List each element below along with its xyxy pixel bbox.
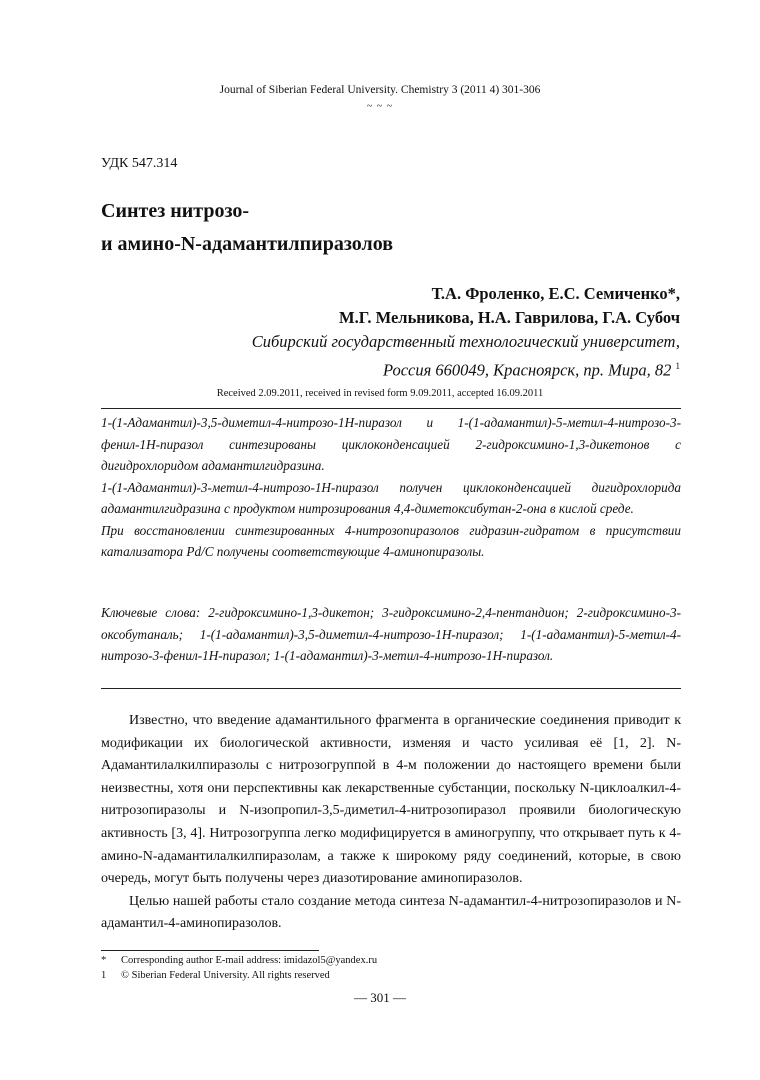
abstract-paragraph: 1-(1-Адамантил)-3-метил-4-нитрозо-1Н-пиразол получен циклоконденсацией дигидрохлорида адамантилгидразина с продуктом нитрозирования 4,4-диметоксибутан-2-она в кислой среде. bbox=[101, 479, 681, 516]
abstract-top-rule bbox=[101, 408, 681, 409]
footnote-corresponding bbox=[101, 953, 377, 968]
keywords: Ключевые слова: 2-гидроксимино-1,3-дикетон; 3-гидроксимино-2,4-пентандион; 2-гидроксимино-3-оксобутаналь; 1-(1-адамантил)-3,5-диметил-4-нитрозо-1Н-пиразол; 1-(1-адамантил)-5-метил-4-нитрозо-3-фенил-1Н-пиразол; 1-(1-адамантил)-3-метил-4-нитрозо-1Н-пиразол. bbox=[101, 605, 681, 663]
journal-header: Journal of Siberian Federal University. Chemistry 3 (2011 4) 301-306 bbox=[219, 84, 541, 96]
received-dates: Received 2.09.2011, received in revised form 9.09.2011, accepted 16.09.2011 bbox=[216, 388, 544, 399]
authors-line-1: Т.А. Фроленко, Е.С. Семиченко*, bbox=[431, 284, 680, 303]
abstract-paragraph: При восстановлении синтезированных 4-нитрозопиразолов гидразин-гидратом в присутствии катализатора Pd/C получены соответствующие 4-аминопиразолы. bbox=[101, 522, 681, 559]
title-line-1: Синтез нитрозо- bbox=[101, 200, 250, 222]
body-paragraph: Целью нашей работы стало создание метода синтеза N-адамантил-4-нитрозопиразолов и N-адамантил-4-аминопиразолов. bbox=[101, 893, 681, 932]
article-title bbox=[101, 195, 661, 261]
abstract bbox=[101, 412, 681, 563]
article-body bbox=[101, 710, 681, 936]
affiliation-line-1: Сибирский государственный технологический университет, bbox=[251, 332, 680, 351]
authors-block bbox=[60, 282, 680, 383]
udk-code: УДК 547.314 bbox=[101, 156, 178, 171]
affiliation-footnote-mark: 1 bbox=[675, 361, 680, 371]
abstract-bottom-rule bbox=[101, 688, 681, 689]
footnote-mark: * bbox=[101, 955, 107, 966]
page-number: — 301 — bbox=[354, 990, 406, 1005]
footnote-mark: 1 bbox=[101, 970, 107, 981]
title-line-2: и амино-N-адамантилпиразолов bbox=[101, 233, 394, 255]
affiliation-address: Россия 660049, Красноярск, пр. Мира, 82 bbox=[382, 360, 672, 380]
footnote-text: © Siberian Federal University. All rights reserved bbox=[121, 970, 330, 981]
footnote-text: Corresponding author E-mail address: imidazol5@yandex.ru bbox=[121, 955, 378, 966]
footnote-rule bbox=[101, 950, 319, 951]
authors-line-2: М.Г. Мельникова, Н.А. Гаврилова, Г.А. Субоч bbox=[339, 308, 680, 327]
footnote-copyright bbox=[101, 968, 377, 983]
affiliation-line-2 bbox=[60, 354, 680, 383]
abstract-paragraph: 1-(1-Адамантил)-3,5-диметил-4-нитрозо-1Н-пиразол и 1-(1-адамантил)-5-метил-4-нитрозо-3-фенил-1Н-пиразол синтезированы циклоконденсацией 2-гидроксимино-1,3-дикетонов с дигидрохлоридом адамантилгидразина. bbox=[101, 415, 681, 473]
body-paragraph: Известно, что введение адамантильного фрагмента в органические соединения приводит к модификации их биологической активности, изменяя и часто усиливая её [1, 2]. N-Адамантилалкилпиразолы с нитрозогруппой в 4-м положении до настоящего времени были неизвестны, хотя они перспективны как лекарственные субстанции, поскольку N-циклоалкил-4-нитрозопиразолы и N-изопропил-3,5-диметил-4-нитрозопиразол проявили биологическую активность [3, 4]. Нитрозогруппа легко модифицируется в аминогруппу, что открывает путь к 4-амино-N-адамантилалкилпиразолам, а также к широкому ряду соединений, которые, в свою очередь, могут быть получены через диазотирование аминопиразолов. bbox=[101, 713, 681, 887]
header-separator: ~ ~ ~ bbox=[366, 101, 394, 112]
footnotes bbox=[101, 953, 377, 983]
